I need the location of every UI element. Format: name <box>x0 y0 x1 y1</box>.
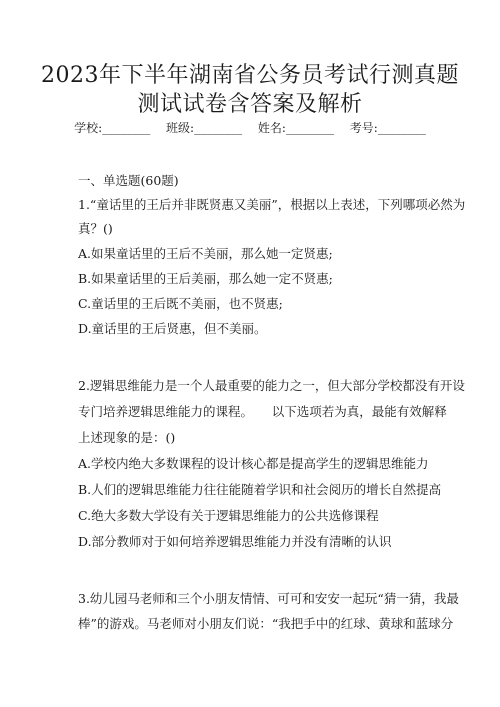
q2-option-c: C.绝大多数大学设有关于逻辑思维能力的公共选修课程 <box>78 508 379 523</box>
q1-stem-line2: 真？() <box>78 221 113 236</box>
q2-option-a: A.学校内绝大多数课程的设计核心都是提高学生的逻辑思维能力 <box>78 456 429 471</box>
document-title-line1: 2023年下半年湖南省公务员考试行测真题 <box>41 63 459 88</box>
q2-stem-line1: 2.逻辑思维能力是一个人最重要的能力之一，但大部分学校都没有开设 <box>78 378 465 393</box>
student-info-row <box>0 120 500 136</box>
q2-option-d: D.部分教师对于如何培养逻辑思维能力并没有清晰的认识 <box>78 534 392 549</box>
q2-option-b: B.人们的逻辑思维能力往往能随着学识和社会阅历的增长自然提高 <box>78 482 442 497</box>
school-field[interactable]: 学校:________ <box>74 121 151 135</box>
name-field[interactable]: 姓名:________ <box>257 121 334 135</box>
q1-option-c: C.童话里的王后既不美丽，也不贤惠; <box>78 296 283 311</box>
q1-option-a: A.如果童话里的王后不美丽，那么她一定贤惠; <box>78 246 333 261</box>
q1-stem-line1: 1.“童话里的王后并非既贤惠又美丽”，根据以上表述，下列哪项必然为 <box>78 197 466 212</box>
q2-stem-line3: 上述现象的是：() <box>78 430 176 445</box>
q2-stem-line2: 专门培养逻辑思维能力的课程。 以下选项若为真，最能有效解释 <box>78 404 447 419</box>
exam-number-field[interactable]: 考号:________ <box>349 121 426 135</box>
document-title-line2: 测试试卷含答案及解析 <box>137 92 363 117</box>
q3-stem-line1: 3.幼儿园马老师和三个小朋友情情、可可和安安一起玩“猜一猜，我最 <box>78 591 459 606</box>
q3-stem-line2: 棒”的游戏。马老师对小朋友们说：“我把手中的红球、黄球和蓝球分 <box>78 616 454 631</box>
q1-option-b: B.如果童话里的王后美丽，那么她一定不贤惠; <box>78 271 333 286</box>
section-heading: 一、单选题(60题) <box>78 173 179 188</box>
q1-option-d: D.童话里的王后贤惠，但不美丽。 <box>78 321 267 336</box>
class-field[interactable]: 班级:________ <box>166 121 243 135</box>
